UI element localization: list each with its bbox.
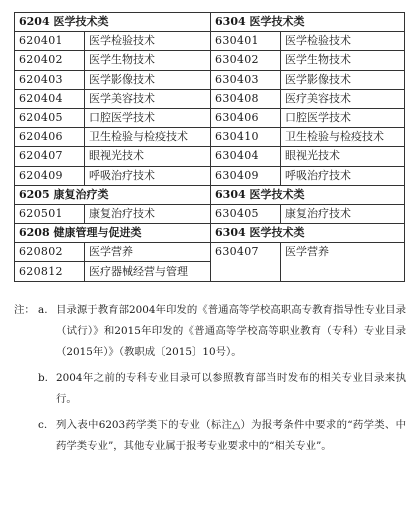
right-major-code: 630409 bbox=[211, 166, 281, 185]
notes-label: 注： bbox=[14, 304, 35, 316]
right-major-name: 医学检验技术 bbox=[281, 32, 405, 51]
table-row bbox=[15, 32, 405, 51]
left-major-name: 医疗器械经营与管理 bbox=[85, 262, 211, 281]
right-category-header: 6304 医学技术类 bbox=[211, 224, 405, 243]
table-row bbox=[15, 128, 405, 147]
right-major-name: 呼吸治疗技术 bbox=[281, 166, 405, 185]
right-major-name: 卫生检验与检疫技术 bbox=[281, 128, 405, 147]
left-major-code: 620405 bbox=[15, 108, 85, 127]
note-text: 2004年之前的专科专业目录可以参照教育部当时发布的相关专业目录来执行。 bbox=[56, 372, 406, 405]
right-major-code: 630407 bbox=[211, 243, 281, 281]
right-category-header: 6304 医学技术类 bbox=[211, 185, 405, 204]
notes-section bbox=[14, 300, 406, 457]
table-row bbox=[15, 147, 405, 166]
notes-list bbox=[38, 300, 406, 457]
right-major-code: 630401 bbox=[211, 32, 281, 51]
left-major-name: 医学营养 bbox=[85, 243, 211, 262]
left-category-header: 6205 康复治疗类 bbox=[15, 185, 211, 204]
right-major-code: 630405 bbox=[211, 204, 281, 223]
table-row bbox=[15, 166, 405, 185]
left-major-name: 卫生检验与检疫技术 bbox=[85, 128, 211, 147]
group-header-row bbox=[15, 13, 405, 32]
table-row bbox=[15, 70, 405, 89]
right-major-code: 630402 bbox=[211, 51, 281, 70]
right-major-name: 眼视光技术 bbox=[281, 147, 405, 166]
left-major-name: 眼视光技术 bbox=[85, 147, 211, 166]
left-major-code: 620404 bbox=[15, 89, 85, 108]
note-text: 列入表中6203药学类下的专业（标注△）为报考条件中要求的“药学类、中药学类专业”，其他专业属于报考专业要求中的“相关专业”。 bbox=[56, 419, 406, 452]
left-major-code: 620409 bbox=[15, 166, 85, 185]
note-letter: b. bbox=[38, 372, 48, 384]
table-row bbox=[15, 89, 405, 108]
left-major-code: 620802 bbox=[15, 243, 85, 262]
note-letter: c. bbox=[38, 419, 48, 431]
left-major-code: 620407 bbox=[15, 147, 85, 166]
left-category-header: 6208 健康管理与促进类 bbox=[15, 224, 211, 243]
note-item-c bbox=[38, 415, 406, 457]
group-header-row bbox=[15, 224, 405, 243]
table-row bbox=[15, 108, 405, 127]
left-major-code: 620501 bbox=[15, 204, 85, 223]
left-major-code: 620406 bbox=[15, 128, 85, 147]
right-major-name: 康复治疗技术 bbox=[281, 204, 405, 223]
major-comparison-table bbox=[14, 12, 405, 282]
left-major-code: 620402 bbox=[15, 51, 85, 70]
left-major-name: 医学美容技术 bbox=[85, 89, 211, 108]
notes-block bbox=[14, 300, 406, 457]
note-text: 目录源于教育部2004年印发的《普通高等学校高职高专教育指导性专业目录（试行）》和2015年印发的《普通高等学校高等职业教育（专科）专业目录（2015年）》（教职成〔2015〕10号）。 bbox=[56, 304, 406, 358]
left-major-name: 医学检验技术 bbox=[85, 32, 211, 51]
table-row bbox=[15, 204, 405, 223]
right-major-code: 630403 bbox=[211, 70, 281, 89]
left-major-code: 620812 bbox=[15, 262, 85, 281]
left-major-name: 医学影像技术 bbox=[85, 70, 211, 89]
right-major-code: 630410 bbox=[211, 128, 281, 147]
left-major-code: 620403 bbox=[15, 70, 85, 89]
right-major-name: 医学营养 bbox=[281, 243, 405, 281]
left-major-code: 620401 bbox=[15, 32, 85, 51]
left-category-header: 6204 医学技术类 bbox=[15, 13, 211, 32]
right-major-code: 630406 bbox=[211, 108, 281, 127]
table-row bbox=[15, 243, 405, 262]
note-item-a bbox=[38, 300, 406, 363]
table-row bbox=[15, 51, 405, 70]
left-major-name: 康复治疗技术 bbox=[85, 204, 211, 223]
right-major-name: 医疗美容技术 bbox=[281, 89, 405, 108]
group-header-row bbox=[15, 185, 405, 204]
note-letter: a. bbox=[38, 304, 48, 316]
right-major-code: 630408 bbox=[211, 89, 281, 108]
note-item-b bbox=[38, 368, 406, 410]
left-major-name: 口腔医学技术 bbox=[85, 108, 211, 127]
left-major-name: 呼吸治疗技术 bbox=[85, 166, 211, 185]
right-major-code: 630404 bbox=[211, 147, 281, 166]
right-major-name: 医学生物技术 bbox=[281, 51, 405, 70]
right-major-name: 口腔医学技术 bbox=[281, 108, 405, 127]
left-major-name: 医学生物技术 bbox=[85, 51, 211, 70]
right-category-header: 6304 医学技术类 bbox=[211, 13, 405, 32]
right-major-name: 医学影像技术 bbox=[281, 70, 405, 89]
